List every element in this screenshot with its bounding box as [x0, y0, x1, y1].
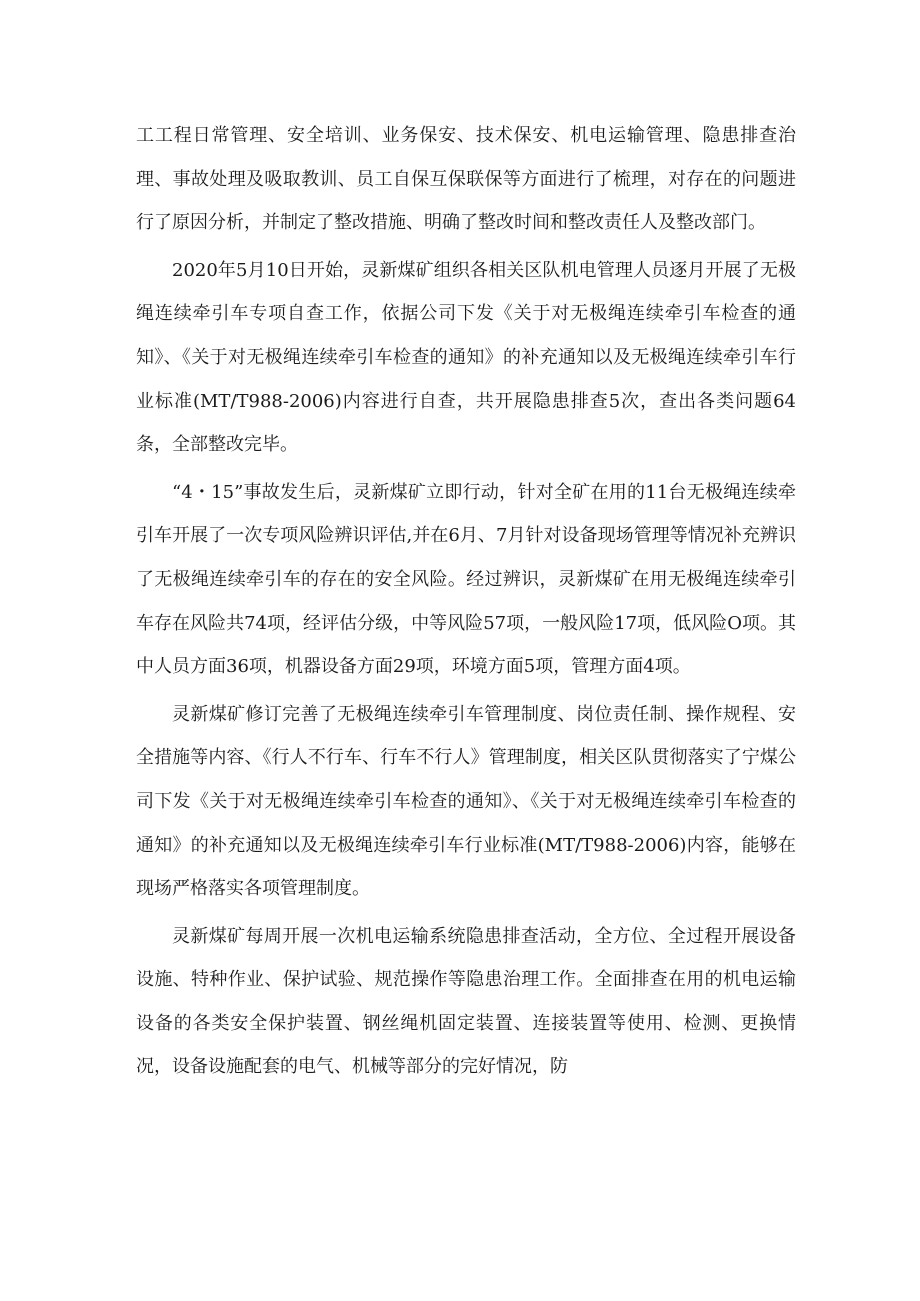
paragraph-continued: 工工程日常管理、安全培训、业务保安、技术保安、机电运输管理、隐患排查治理、事故处理及吸取教训、员工自保互保联保等方面进行了梳理，对存在的问题进行了原因分析，并制定了整改措施、明确了整改时间和整改责任人及整改部门。: [136, 125, 796, 234]
document-body: [136, 114, 796, 1089]
paragraph-risk-assessment: “4・15”事故发生后，灵新煤矿立即行动，针对全矿在用的11台无极绳连续牵引车开展了一次专项风险辨识评估,并在6月、7月针对设备现场管理等情况补充辨识了无极绳连续牵引车的存在的安全风险。经过辨识，灵新煤矿在用无极绳连续牵引车存在风险共74项，经评估分级，中等风险57项，一般风险17项，低风险O项。其中人员方面36项，机器设备方面29项，环境方面5项，管理方面4项。: [136, 481, 796, 678]
paragraph-management-system: 灵新煤矿修订完善了无极绳连续牵引车管理制度、岗位责任制、操作规程、安全措施等内容、《行人不行车、行车不行人》管理制度，相关区队贯彻落实了宁煤公司下发《关于对无极绳连续牵引车检查的通知》、《关于对无极绳连续牵引车检查的通知》的补充通知以及无极绳连续牵引车行业标准(MT/T988-2006)内容，能够在现场严格落实各项管理制度。: [136, 703, 796, 900]
paragraph-self-inspection: 2020年5月10日开始，灵新煤矿组织各相关区队机电管理人员逐月开展了无极绳连续牵引车专项自查工作，依据公司下发《关于对无极绳连续牵引车检查的通知》、《关于对无极绳连续牵引车检查的通知》的补充通知以及无极绳连续牵引车行业标准(MT/T988-2006)内容进行自查，共开展隐患排查5次，查出各类问题64条，全部整改完毕。: [136, 259, 796, 456]
paragraph-hazard-inspection: 灵新煤矿每周开展一次机电运输系统隐患排查活动，全方位、全过程开展设备设施、特种作业、保护试验、规范操作等隐患治理工作。全面排查在用的机电运输设备的各类安全保护装置、钢丝绳机固定装置、连接装置等使用、检测、更换情况，设备设施配套的电气、机械等部分的完好情况，防: [136, 925, 796, 1078]
